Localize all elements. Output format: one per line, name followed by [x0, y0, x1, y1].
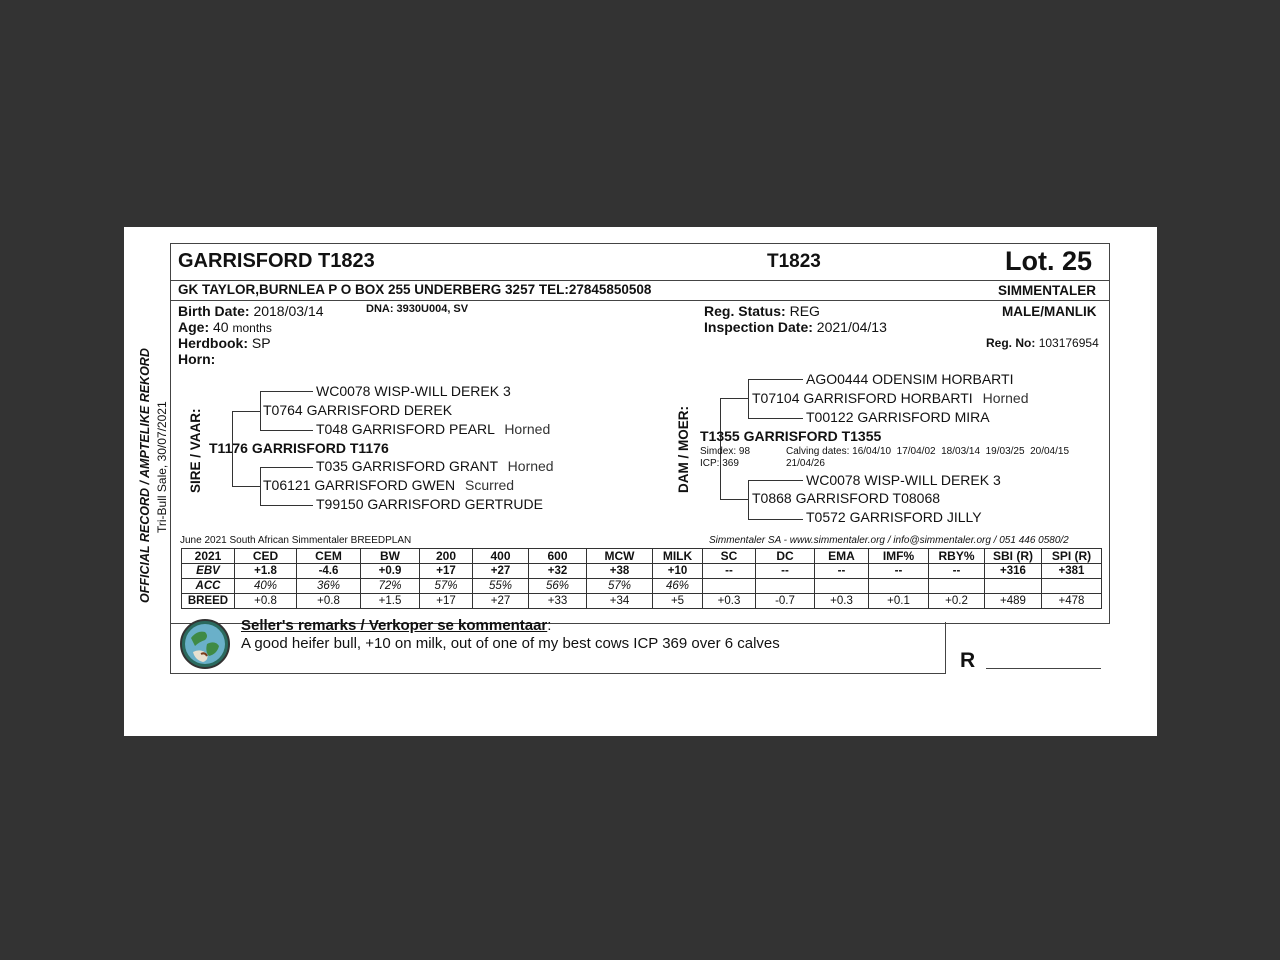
ebv-cell: +17	[420, 564, 473, 579]
acc-cell	[869, 579, 929, 594]
ebv-header-cell: MCW	[587, 549, 653, 564]
reg-status-label: Reg. Status:	[704, 303, 786, 319]
dam-dam-sire: WC0078 WISP-WILL DEREK 3	[806, 472, 1001, 488]
globe-cattle-logo-icon	[179, 618, 231, 670]
header-divider	[171, 280, 1109, 281]
reg-no	[986, 336, 1099, 350]
dam-dam-dam: T0572 GARRISFORD JILLY	[806, 509, 982, 525]
ebv-cell: +381	[1042, 564, 1102, 579]
dam-name: T1355 GARRISFORD T1355	[700, 428, 882, 444]
breed-cell: +0.2	[929, 594, 985, 609]
sire-dam-sire	[316, 458, 554, 474]
acc-row-label: ACC	[182, 579, 235, 594]
herdbook-value: SP	[251, 335, 271, 351]
reg-status-value: REG	[789, 303, 820, 319]
ebv-cell: +32	[529, 564, 587, 579]
ebv-row	[182, 564, 1102, 579]
breed-cell: +27	[473, 594, 529, 609]
breed-cell: -0.7	[756, 594, 815, 609]
acc-cell: 57%	[587, 579, 653, 594]
ebv-header-cell: DC	[756, 549, 815, 564]
breed-row	[182, 594, 1102, 609]
ebv-cell: +10	[653, 564, 703, 579]
sire-dam-dam: T99150 GARRISFORD GERTRUDE	[316, 496, 543, 512]
sale-side-label: Tri-Bull Sale, 30/07/2021	[155, 401, 169, 533]
age	[178, 319, 272, 335]
acc-cell	[985, 579, 1042, 594]
animal-id: T1823	[767, 251, 821, 272]
birth-date-label: Birth Date:	[178, 303, 250, 319]
dam-dam: T0868 GARRISFORD T08068	[752, 490, 941, 506]
acc-cell: 36%	[297, 579, 361, 594]
dna-info: DNA: 3930U004, SV	[366, 303, 469, 315]
acc-cell	[703, 579, 756, 594]
price-box-divider	[945, 622, 946, 674]
sire-dam	[263, 477, 514, 493]
price-blank-line	[986, 668, 1101, 669]
price-currency: R	[960, 649, 976, 672]
dam-icp: ICP: 369	[700, 458, 739, 469]
breed-cell: +0.8	[235, 594, 297, 609]
acc-cell: 72%	[361, 579, 420, 594]
ebv-table	[181, 548, 1102, 609]
age-label: Age:	[178, 319, 210, 335]
breedplan-caption: June 2021 South African Simmentaler BREEDPLAN	[180, 535, 412, 546]
breed-cell: +0.3	[815, 594, 869, 609]
dam-side-label: DAM / MOER:	[676, 406, 691, 493]
ebv-header-row	[182, 549, 1102, 564]
ebv-header-cell: CED	[235, 549, 297, 564]
dam-sire-note: Horned	[982, 390, 1029, 406]
age-unit: months	[232, 321, 272, 335]
calving-label: Calving dates:	[786, 446, 850, 457]
ebv-header-cell: IMF%	[869, 549, 929, 564]
sire-sire-dam-name: T048 GARRISFORD PEARL	[316, 421, 495, 437]
acc-cell: 55%	[473, 579, 529, 594]
ebv-header-cell: SPI (R)	[1042, 549, 1102, 564]
ebv-cell: +0.9	[361, 564, 420, 579]
frame-left-lower	[170, 622, 171, 673]
ebv-header-cell: MILK	[653, 549, 703, 564]
breed-cell: +17	[420, 594, 473, 609]
sire-sire-dam-note: Horned	[504, 421, 551, 437]
acc-row	[182, 579, 1102, 594]
acc-cell	[1042, 579, 1102, 594]
sire-dam-sire-name: T035 GARRISFORD GRANT	[316, 458, 498, 474]
remarks-heading-text: Seller's remarks / Verkoper se kommentaar	[241, 617, 548, 634]
horn-label: Horn:	[178, 351, 216, 367]
ebv-header-cell: EMA	[815, 549, 869, 564]
sire-sire: T0764 GARRISFORD DEREK	[263, 402, 453, 418]
breed-cell: +0.1	[869, 594, 929, 609]
ebv-cell: --	[703, 564, 756, 579]
breed-cell: +33	[529, 594, 587, 609]
ebv-row-label: EBV	[182, 564, 235, 579]
animal-name: GARRISFORD T1823	[178, 250, 375, 272]
dam-sire	[752, 390, 1029, 406]
official-record-side-label: OFFICIAL RECORD / AMPTELIKE REKORD	[138, 348, 152, 603]
breed-cell: +478	[1042, 594, 1102, 609]
acc-cell	[756, 579, 815, 594]
ebv-header-cell: 2021	[182, 549, 235, 564]
ebv-header-cell: 200	[420, 549, 473, 564]
ebv-cell: +1.8	[235, 564, 297, 579]
calving-values: 16/04/10 17/04/02 18/03/14 19/03/25 20/04/15	[852, 446, 1070, 457]
sire-dam-sire-note: Horned	[507, 458, 554, 474]
ebv-header-cell: BW	[361, 549, 420, 564]
ebv-cell: --	[756, 564, 815, 579]
ebv-header-cell: 400	[473, 549, 529, 564]
breed-cell: +1.5	[361, 594, 420, 609]
birth-date-value: 2018/03/14	[253, 303, 324, 319]
dam-sire-dam: T00122 GARRISFORD MIRA	[806, 409, 990, 425]
ebv-header-cell: SBI (R)	[985, 549, 1042, 564]
ebv-header-cell: RBY%	[929, 549, 985, 564]
sex-label: MALE/MANLIK	[1002, 304, 1097, 319]
acc-cell: 56%	[529, 579, 587, 594]
sire-side-label: SIRE / VAAR:	[188, 408, 203, 493]
remarks-heading-colon: :	[547, 617, 552, 634]
dam-sire-name: T07104 GARRISFORD HORBARTI	[752, 390, 973, 406]
ebv-cell: -4.6	[297, 564, 361, 579]
lot-number: Lot. 25	[1005, 246, 1093, 276]
inspection-date-value: 2021/04/13	[816, 319, 887, 335]
sire-sire-sire: WC0078 WISP-WILL DEREK 3	[316, 383, 511, 399]
herdbook	[178, 335, 271, 351]
ebv-cell: +316	[985, 564, 1042, 579]
dam-calving-dates-2: 21/04/26	[786, 458, 825, 469]
breed-cell: +489	[985, 594, 1042, 609]
remarks-heading	[241, 617, 551, 634]
age-value: 40	[213, 319, 229, 335]
owner-divider	[171, 300, 1109, 301]
reg-no-label: Reg. No:	[986, 336, 1036, 350]
breed-cell: +0.3	[703, 594, 756, 609]
ebv-header-cell: 600	[529, 549, 587, 564]
breed-cell: +5	[653, 594, 703, 609]
ebv-cell: +27	[473, 564, 529, 579]
frame-bottom-lower	[170, 673, 946, 674]
sire-dam-name: T06121 GARRISFORD GWEN	[263, 477, 456, 493]
birth-date	[178, 303, 324, 319]
ebv-cell: +38	[587, 564, 653, 579]
acc-cell	[815, 579, 869, 594]
dam-simdex: Simdex: 98	[700, 446, 751, 457]
dam-sire-sire: AGO0444 ODENSIM HORBARTI	[806, 371, 1014, 387]
ebv-header-cell: CEM	[297, 549, 361, 564]
sire-name: T1176 GARRISFORD T1176	[209, 440, 389, 456]
sire-dam-note: Scurred	[465, 477, 515, 493]
contact-caption: Simmentaler SA - www.simmentaler.org / info@simmentaler.org / 051 446 0580/2	[709, 535, 1069, 546]
inspection-date	[704, 319, 887, 335]
breed-row-label: BREED	[182, 594, 235, 609]
breed-label: SIMMENTALER	[998, 283, 1096, 298]
dam-calving-dates	[786, 446, 1069, 457]
reg-status	[704, 303, 820, 319]
acc-cell	[929, 579, 985, 594]
ebv-header-cell: SC	[703, 549, 756, 564]
acc-cell: 40%	[235, 579, 297, 594]
herdbook-label: Herdbook:	[178, 335, 248, 351]
acc-cell: 57%	[420, 579, 473, 594]
inspection-date-label: Inspection Date:	[704, 319, 813, 335]
ebv-cell: --	[815, 564, 869, 579]
ebv-cell: --	[869, 564, 929, 579]
acc-cell: 46%	[653, 579, 703, 594]
reg-no-value: 103176954	[1038, 336, 1099, 350]
owner-line: GK TAYLOR,BURNLEA P O BOX 255 UNDERBERG 3257 TEL:27845850508	[178, 282, 652, 297]
breed-cell: +34	[587, 594, 653, 609]
ebv-cell: --	[929, 564, 985, 579]
sire-sire-dam	[316, 421, 550, 437]
remarks-text: A good heifer bull, +10 on milk, out of one of my best cows ICP 369 over 6 calves	[241, 635, 780, 652]
breed-cell: +0.8	[297, 594, 361, 609]
